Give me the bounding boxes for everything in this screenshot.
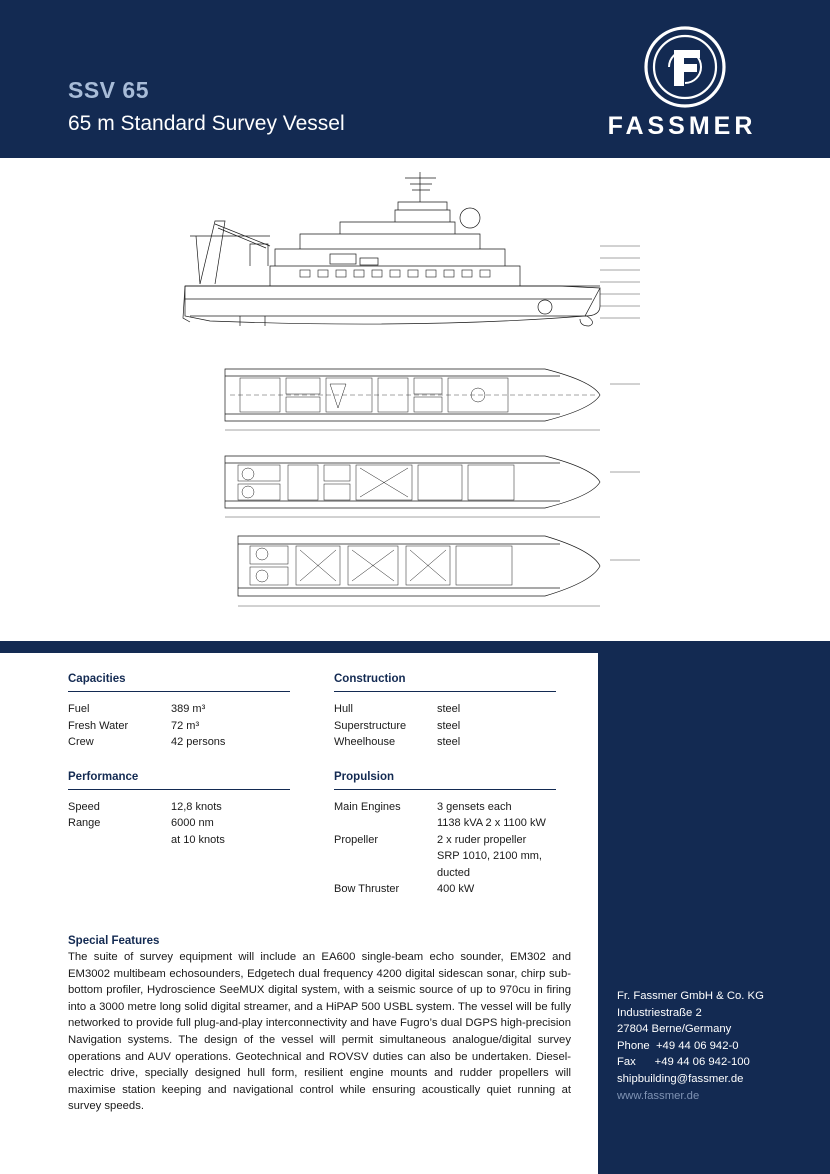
spec-row xyxy=(68,832,290,849)
spec-row xyxy=(334,865,556,882)
contact-email-link[interactable]: shipbuilding@fassmer.de xyxy=(617,1072,744,1085)
spec-key xyxy=(334,815,437,832)
spec-value: 2 x ruder propeller xyxy=(437,833,527,846)
spec-row xyxy=(334,718,556,735)
spec-key: Hull xyxy=(334,703,353,715)
contact-street: Industriestraße 2 xyxy=(617,1006,702,1019)
contact-fax: Fax +49 44 06 942-100 xyxy=(617,1056,750,1069)
contact-block xyxy=(617,988,817,1104)
contact-website-link[interactable]: www.fassmer.de xyxy=(617,1089,700,1102)
spec-value: 400 kW xyxy=(437,883,475,895)
contact-city: 27804 Berne/Germany xyxy=(617,1023,732,1036)
spec-key xyxy=(68,832,171,849)
spec-row xyxy=(334,832,556,849)
spec-value: steel xyxy=(437,703,461,715)
spec-key xyxy=(334,865,437,882)
spec-block-propulsion xyxy=(334,771,556,898)
page-subtitle: 65 m Standard Survey Vessel xyxy=(68,112,345,136)
vessel-deck-plan-drawings xyxy=(0,364,830,624)
logo-wordmark: FASSMER xyxy=(607,112,757,140)
spec-value: 12,8 knots xyxy=(171,800,222,813)
spec-key: Speed xyxy=(68,800,100,813)
spec-value: SRP 1010, 2100 mm, xyxy=(437,850,542,862)
spec-value: 42 persons xyxy=(171,736,226,748)
spec-key: Crew xyxy=(68,736,94,748)
header-title-group xyxy=(68,78,345,135)
spec-row xyxy=(334,701,556,718)
spec-heading: Propulsion xyxy=(334,771,556,790)
spec-value: 3 gensets each xyxy=(437,800,512,813)
spec-row xyxy=(68,734,290,751)
spec-heading: Capacities xyxy=(68,673,290,692)
spec-heading: Construction xyxy=(334,673,556,692)
special-features-text: The suite of survey equipment will include an EA600 single-beam echo sounder, EM302 and EM3002 multibeam echosounders, Edgetech dual frequency 4200 digital sidescan sonar, chirp sub-bottom profiler, Hydroscience SeeMUX digital system, with a seismic source of up to 970cu in firing into a 3000 metre long solid digital streamer, and a HiPAP 500 USBL system. The vessel will be fully networked to provide full plug-and-play interconnectivity and have Fugro’s dual DGPS high-precision Navigation systems. The design of the vessel will permit simultaneous analogue/digital survey operations and AUV operations. Geotechnical and ROVSV duties can also be undertaken. Diesel-electric drive, specially designed hull form, resilient engine mounts and rudder propellers will maximise station keeping and navigational control while ensuring acoustically quiet running at survey speeds. xyxy=(68,951,571,1113)
special-features-heading: Special Features xyxy=(68,935,160,947)
specifications-panel xyxy=(0,653,598,1174)
spec-key: Bow Thruster xyxy=(334,883,400,895)
spec-block-construction xyxy=(334,673,556,751)
spec-value: at 10 knots xyxy=(171,833,225,846)
spec-row xyxy=(68,815,290,832)
spec-block-capacities xyxy=(68,673,290,751)
page-header xyxy=(0,0,830,158)
spec-key: Wheelhouse xyxy=(334,736,396,748)
spec-row xyxy=(334,848,556,865)
spec-key: Propeller xyxy=(334,833,379,846)
spec-block-performance xyxy=(68,771,290,849)
vessel-side-profile-drawing xyxy=(0,166,830,366)
technical-drawings xyxy=(0,161,830,641)
spec-value: 1138 kVA 2 x 1100 kW xyxy=(437,817,546,829)
spec-row xyxy=(334,881,556,898)
spec-row xyxy=(68,799,290,816)
spec-value: steel xyxy=(437,719,461,732)
contact-phone: Phone +49 44 06 942-0 xyxy=(617,1039,739,1052)
spec-row xyxy=(334,734,556,751)
spec-row xyxy=(68,718,290,735)
specs-column-left xyxy=(68,673,290,918)
spec-key: Fresh Water xyxy=(68,719,129,732)
special-features-section xyxy=(68,935,571,1115)
spec-row xyxy=(68,701,290,718)
spec-key: Range xyxy=(68,817,101,829)
spec-value: ducted xyxy=(437,866,471,879)
spec-key xyxy=(334,848,437,865)
specifications-grid xyxy=(68,673,580,918)
page-title: SSV 65 xyxy=(68,77,149,103)
spec-value: steel xyxy=(437,736,461,748)
contact-company: Fr. Fassmer GmbH & Co. KG xyxy=(617,990,764,1002)
spec-key: Main Engines xyxy=(334,800,401,813)
specs-column-right xyxy=(334,673,556,918)
company-logo xyxy=(592,26,772,141)
spec-row xyxy=(334,815,556,832)
fassmer-f-roundel-icon xyxy=(644,26,726,108)
spec-value: 6000 nm xyxy=(171,817,214,829)
spec-value: 389 m³ xyxy=(171,703,206,715)
spec-key: Fuel xyxy=(68,703,90,715)
spec-heading: Performance xyxy=(68,771,290,790)
spec-value: 72 m³ xyxy=(171,719,200,732)
spec-key: Superstructure xyxy=(334,719,407,732)
spec-row xyxy=(334,799,556,816)
